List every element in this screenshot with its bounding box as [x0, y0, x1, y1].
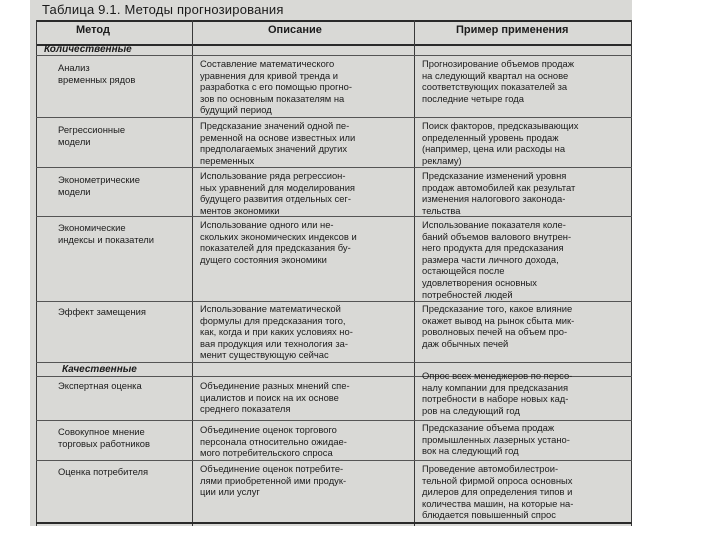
cell-line: ров на следующий год — [422, 404, 520, 416]
row-divider — [36, 216, 632, 217]
cell-line: вая продукция или технология за- — [200, 337, 348, 349]
cell-line: тельной фирмой опроса основных — [422, 474, 573, 486]
cell-line: циалистов и поиск на их основе — [200, 391, 339, 403]
row-method — [58, 426, 188, 449]
cell-line: Проведение автомобилестрои- — [422, 463, 559, 474]
table-bottom-border — [36, 522, 632, 524]
row-example — [422, 463, 628, 521]
cell-line: изменения налогового законода- — [422, 193, 566, 205]
row-divider — [36, 117, 632, 118]
cell-line: последние четыре года — [422, 92, 524, 104]
cell-line: на следующий квартал на основе — [422, 69, 569, 81]
row-divider — [36, 362, 632, 363]
cell-line: роволновых печей на объем про- — [422, 326, 568, 338]
cell-line: Экономические — [58, 222, 126, 233]
row-description — [200, 170, 408, 216]
row-example — [422, 422, 628, 457]
cell-line: ментов экономики — [200, 204, 280, 216]
cell-line: Экспертная оценка — [58, 380, 142, 391]
cell-line: размера части личного дохода, — [422, 253, 559, 265]
cell-line: него продукта для предсказания — [422, 242, 564, 254]
row-method — [58, 124, 188, 147]
cell-line: лями приобретенной ими продук- — [200, 474, 347, 486]
cell-line: Объединение оценок потребите- — [200, 463, 344, 474]
cell-line: Эконометрические — [58, 174, 140, 185]
cell-line: количества машин, на которые на- — [422, 497, 574, 509]
cell-line: будущего развития отдельных сег- — [200, 193, 351, 205]
row-divider — [36, 55, 632, 56]
cell-line: будущий период — [200, 104, 272, 116]
cell-line: Использование ряда регрессион- — [200, 170, 346, 181]
cell-line: ременной на основе известных или — [200, 131, 356, 143]
cell-line: Использование показателя коле- — [422, 219, 566, 230]
row-description — [200, 58, 408, 116]
row-example — [422, 58, 628, 104]
row-method — [58, 174, 188, 197]
cell-line: (например, цена или расходы на — [422, 143, 566, 155]
row-description — [200, 120, 408, 166]
cell-line: Прогнозирование объемов продаж — [422, 58, 574, 69]
cell-line: модели — [58, 135, 91, 147]
row-divider — [36, 420, 632, 421]
table-header — [36, 20, 632, 46]
cell-line: торговых работников — [58, 437, 150, 449]
cell-line: Использование математической — [200, 303, 341, 314]
cell-line: Объединение оценок торгового — [200, 424, 337, 435]
cell-line: налу компании для предсказания — [422, 381, 569, 393]
cell-line: ции или услуг — [200, 486, 260, 498]
cell-line: потребности в наборе новых кад- — [422, 393, 569, 405]
cell-line: даж обычных печей — [422, 337, 509, 349]
cell-line: Опрос всех менеджеров по персо- — [422, 370, 573, 381]
row-method — [58, 222, 188, 245]
row-example — [422, 303, 628, 349]
left-border — [36, 20, 37, 526]
cell-line: определенный уровень продаж — [422, 131, 559, 143]
cell-line: индексы и показатели — [58, 233, 154, 245]
cell-line: как, когда и при каких условиях но- — [200, 326, 353, 338]
cell-line: уравнения для кривой тренда и — [200, 69, 339, 81]
row-example — [422, 170, 628, 216]
cell-line: менит существующую сейчас — [200, 349, 329, 361]
cell-line: модели — [58, 185, 91, 197]
row-method — [58, 306, 188, 318]
cell-line: персонала относительно ожидае- — [200, 435, 347, 447]
row-method — [58, 466, 188, 478]
cell-line: среднего показателя — [200, 403, 291, 415]
row-description — [200, 380, 408, 415]
section-quantitative: Количественные — [44, 44, 132, 55]
cell-line: формулы для предсказания того, — [200, 314, 346, 326]
row-example — [422, 120, 628, 166]
right-border — [631, 20, 632, 526]
row-description — [200, 219, 408, 265]
cell-line: потребностей людей — [422, 288, 513, 300]
cell-line: промышленных лазерных устано- — [422, 433, 570, 445]
cell-line: Регрессионные — [58, 124, 126, 135]
cell-line: предполагаемых значений других — [200, 143, 348, 155]
cell-line: показателей для предсказания бу- — [200, 242, 351, 254]
row-divider — [36, 460, 632, 461]
cell-line: зов по основным показателям на — [200, 92, 345, 104]
cell-line: мого потребительского спроса — [200, 447, 333, 459]
cell-line: дилеров для определения типов и — [422, 486, 573, 498]
cell-line: Использование одного или не- — [200, 219, 334, 230]
cell-line: Предсказание объема продаж — [422, 422, 555, 433]
row-example — [422, 370, 628, 416]
header-description: Описание — [268, 24, 322, 36]
row-example — [422, 219, 628, 300]
cell-line: Объединение разных мнений спе- — [200, 380, 350, 391]
cell-line: остающейся после — [422, 265, 505, 277]
cell-line: удовлетворения основных — [422, 276, 537, 288]
column-divider-2 — [414, 20, 415, 526]
cell-line: дущего состояния экономики — [200, 253, 327, 265]
cell-line: продаж автомобилей как результат — [422, 181, 576, 193]
cell-line: вок на следующий год — [422, 445, 519, 457]
row-description — [200, 463, 408, 498]
row-method — [58, 380, 188, 392]
row-divider — [36, 301, 632, 302]
section-qualitative: Качественные — [62, 364, 137, 375]
cell-line: Эффект замещения — [58, 306, 146, 317]
row-divider — [36, 167, 632, 168]
cell-line: переменных — [200, 154, 255, 166]
cell-line: тельства — [422, 204, 461, 216]
cell-line: Совокупное мнение — [58, 426, 145, 437]
cell-line: Предсказание значений одной пе- — [200, 120, 350, 131]
cell-line: рекламу) — [422, 154, 462, 166]
cell-line: Составление математического — [200, 58, 335, 69]
table-caption: Таблица 9.1. Методы прогнозирования — [42, 2, 284, 17]
cell-line: ных уравнений для моделирования — [200, 181, 356, 193]
cell-line: Оценка потребителя — [58, 466, 149, 477]
cell-line: скольких экономических индексов и — [200, 230, 357, 242]
row-description — [200, 424, 408, 459]
cell-line: Анализ — [58, 62, 90, 73]
cell-line: блюдается повышенный спрос — [422, 509, 556, 521]
cell-line: Поиск факторов, предсказывающих — [422, 120, 579, 131]
cell-line: временных рядов — [58, 73, 136, 85]
row-description — [200, 303, 408, 361]
cell-line: разработка с его помощью прогно- — [200, 81, 353, 93]
cell-line: баний объемов валового внутрен- — [422, 230, 572, 242]
cell-line: соответствующих показателей за — [422, 81, 568, 93]
cell-line: Предсказание изменений уровня — [422, 170, 567, 181]
cell-line: Предсказание того, какое влияние — [422, 303, 573, 314]
header-example: Пример применения — [456, 24, 569, 36]
row-method — [58, 62, 188, 85]
column-divider-1 — [192, 20, 193, 526]
header-method: Метод — [76, 24, 110, 36]
cell-line: окажет вывод на рынок сбыта мик- — [422, 314, 575, 326]
